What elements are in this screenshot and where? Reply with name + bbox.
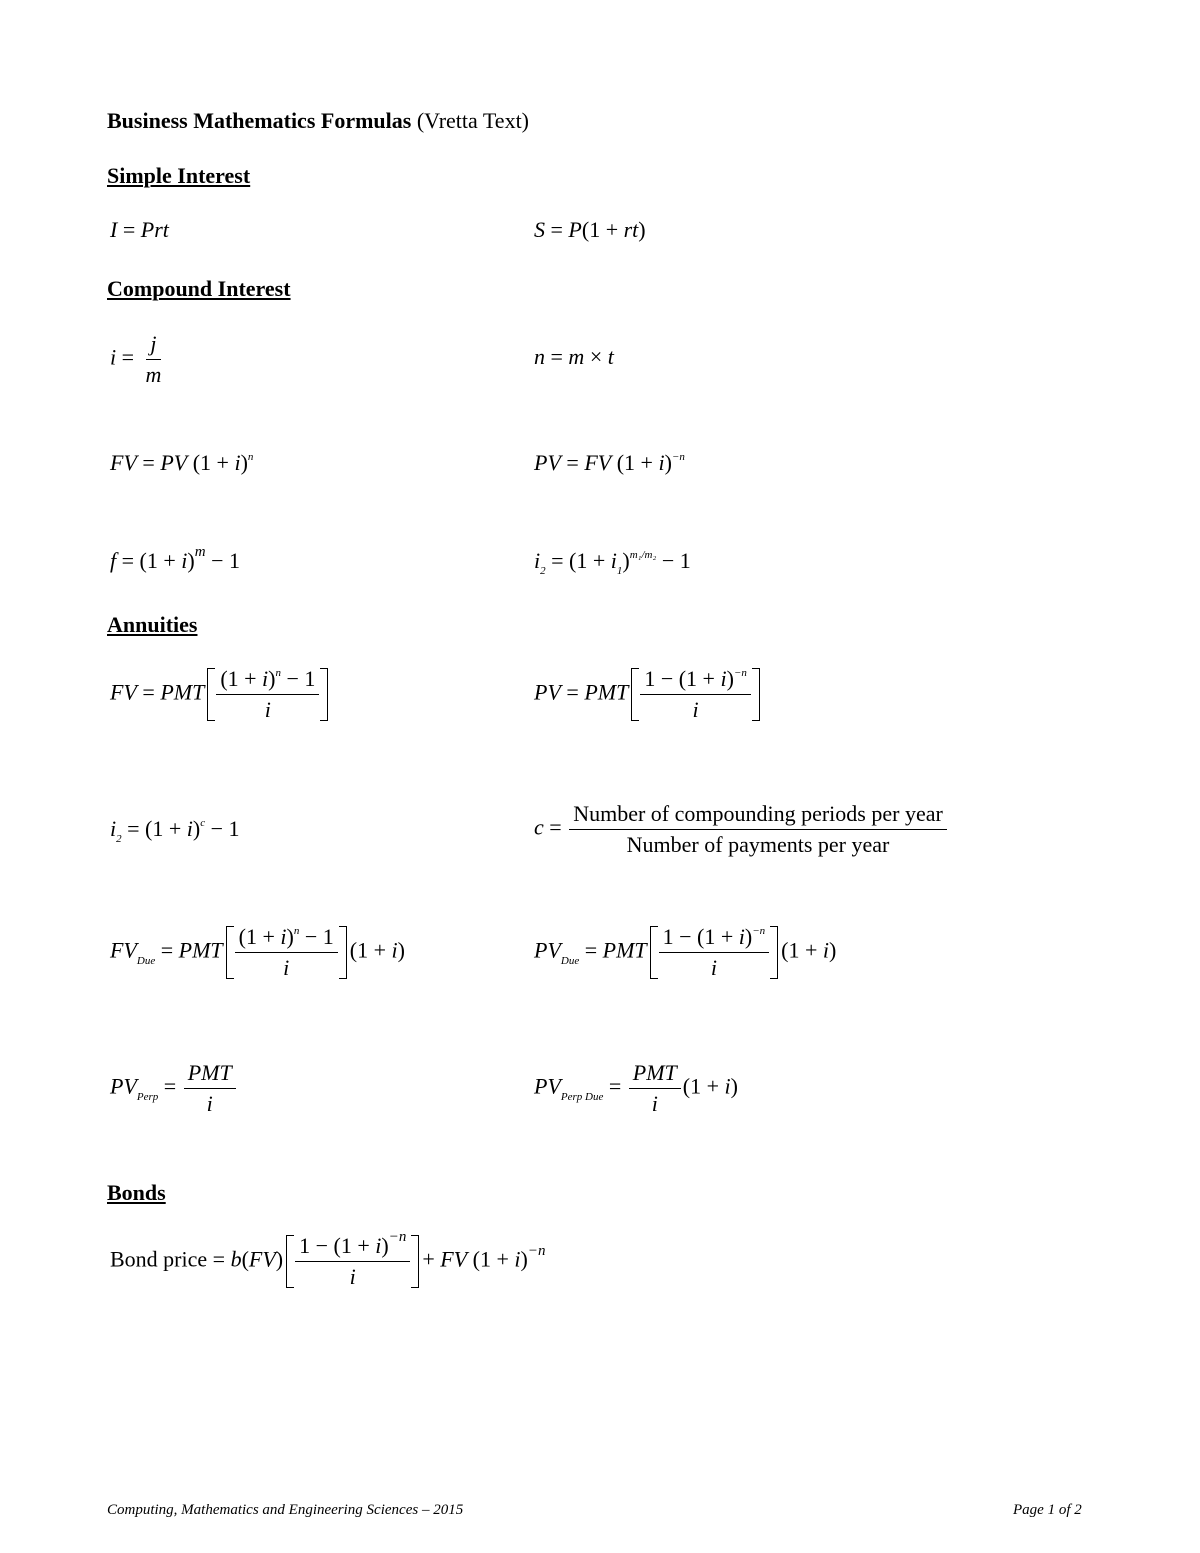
page-title: Business Mathematics Formulas (Vretta Text) [107, 108, 530, 133]
formula-simple-interest: I = Prt [110, 217, 169, 242]
formula-periodic-rate: i = $\frac{j}{m}$ [110, 331, 162, 387]
section-bonds: Bonds [107, 1180, 166, 1205]
footer-left: Computing, Mathematics and Engineering Sciences – 2015 [107, 1502, 464, 1518]
formula-perpetuity-pv: $PV_{Perp}$ = $\frac{\text{PMT}}{i}$ [110, 1062, 238, 1115]
formula-simple-amount: S = P(1 + rt) [534, 217, 646, 242]
formula-present-value: PV = FV $(1 + i)^{-n}$ [534, 450, 685, 475]
formula-future-value: FV = PV $(1 + i)^n$ [110, 450, 254, 475]
formula-annuity-pv: PV = PMT $\frac{1 - (1 + i)^{-n}}{i}$ [534, 668, 763, 721]
formula-c-ratio: c = $\frac{\text{Number of compounding periods per year}}{\text{Number of payments per year}}$ [534, 803, 949, 856]
formula-effective-rate: $f = (1 + i)^m - 1$ [110, 544, 240, 573]
footer-page-number: Page 1 of 2 [1013, 1502, 1082, 1518]
formula-number-periods: n = m × t [534, 344, 614, 369]
formula-equivalent-rate: $i_2 = (1 + i_1)^{m_1/m_2} - 1$ [534, 548, 691, 577]
formula-payment-period-rate: $i_2 = (1 + i)^c - 1$ [110, 816, 240, 845]
formula-perpetuity-due-pv: $PV_{Perp Due}$ = $\frac{\text{PMT}}{i}$ (1 + i) [534, 1060, 738, 1116]
section-annuities: Annuities [107, 612, 198, 637]
formula-bond-price: Bond price = b(FV) $\frac{1 - (1 + i)^{-n}}{i}$ + FV $(1 + i)^{-n}$ [110, 1229, 546, 1289]
formula-annuity-due-fv: $FV_{Due}$ = PMT $\frac{(1 + i)^n - 1}{i}$ (1 + i) [110, 924, 405, 980]
formula-annuity-due-pv: $PV_{Due}$ = PMT $\frac{1 - (1 + i)^{-n}}{i}$ (1 + i) [534, 924, 837, 980]
section-simple-interest: Simple Interest [107, 163, 251, 188]
formula-annuity-fv: FV = PMT $\frac{(1 + i)^n - 1}{i}$ [110, 668, 331, 721]
section-compound-interest: Compound Interest [107, 276, 291, 301]
